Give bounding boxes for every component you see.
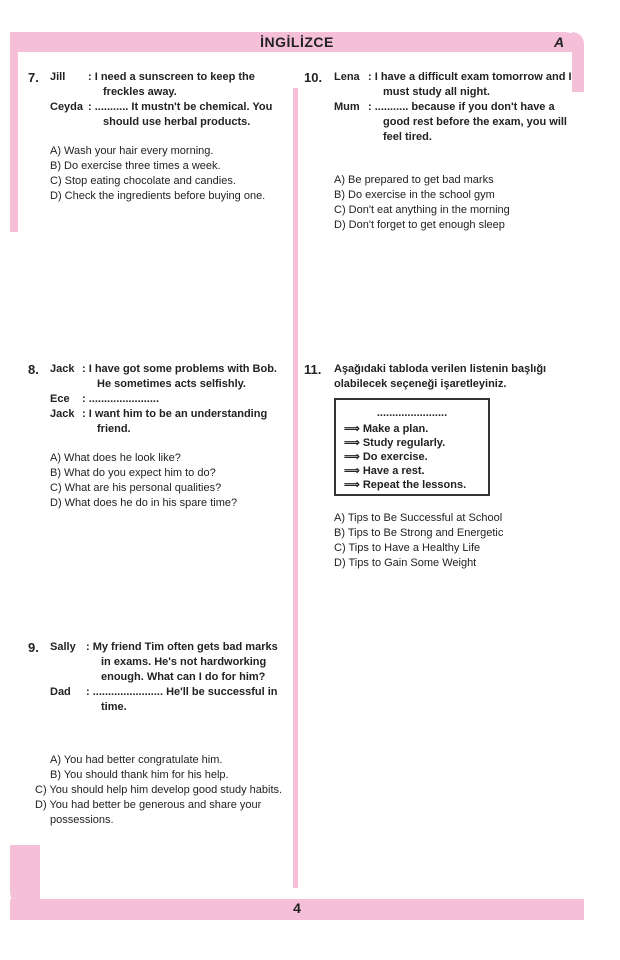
column-divider [293,88,298,888]
option-d[interactable]: D) What does he do in his spare time? [50,497,238,509]
utterance: : I have a difficult exam tomorrow and I must study all night. [368,71,572,98]
option-c[interactable]: C) You should help him develop good study habits. [35,784,283,796]
question-7 [28,70,290,204]
option-d[interactable]: D) Don't forget to get enough sleep [334,219,505,231]
option-d[interactable]: D) You had better be generous and share your possessions. [35,799,262,826]
speaker: Ece [50,393,70,405]
option-a[interactable]: A) Wash your hair every morning. [50,145,214,157]
option-b[interactable]: B) Tips to Be Strong and Energetic [334,527,504,539]
option-d[interactable]: D) Check the ingredients before buying one. [50,190,266,202]
options-list [50,144,290,204]
option-b[interactable]: B) Do exercise three times a week. [50,160,221,172]
left-frame-strip [10,32,18,232]
tips-list-box [334,398,490,496]
speaker: Sally [50,641,76,653]
speaker: Mum [334,101,360,113]
page-number: 4 [293,900,301,916]
speaker: Ceyda [50,101,84,113]
option-c[interactable]: C) Don't eat anything in the morning [334,204,510,216]
option-c[interactable]: C) What are his personal qualities? [50,482,222,494]
question-number: 9. [28,640,39,655]
arrow-icon: ⟹ [344,437,360,449]
arrow-icon: ⟹ [344,465,360,477]
speaker: Jack [50,408,75,420]
options-list [334,511,574,571]
utterance: : I have got some problems with Bob. He sometimes acts selfishly. [82,363,277,390]
option-c[interactable]: C) Stop eating chocolate and candies. [50,175,236,187]
booklet-letter: A [554,34,565,50]
question-9 [28,640,290,828]
option-b[interactable]: B) Do exercise in the school gym [334,189,495,201]
option-a[interactable]: A) Be prepared to get bad marks [334,174,494,186]
option-a[interactable]: A) What does he look like? [50,452,181,464]
arrow-icon: ⟹ [344,479,360,491]
utterance: : ........... It mustn't be chemical. You should use herbal products. [88,101,273,128]
list-item: Have a rest. [362,465,425,477]
option-b[interactable]: B) You should thank him for his help. [50,769,229,781]
utterance: : I need a sunscreen to keep the freckles away. [88,71,255,98]
options-list [50,451,290,511]
question-stem: Aşağıdaki tabloda verilen listenin başlığı olabilecek seçeneği işaretleyiniz. [334,363,547,390]
blank-title: ....................... [376,407,448,419]
option-a[interactable]: A) Tips to Be Successful at School [334,512,503,524]
subject-title: İNGİLİZCE [260,34,334,50]
option-d[interactable]: D) Tips to Gain Some Weight [334,557,477,569]
question-8 [28,362,290,511]
utterance: : I want him to be an understanding friend. [82,408,268,435]
utterance: : My friend Tim often gets bad marks in exams. He's not hardworking enough. What can I do for him? [86,641,278,683]
question-number: 10. [304,70,323,85]
option-c[interactable]: C) Tips to Have a Healthy Life [334,542,481,554]
arrow-icon: ⟹ [344,423,360,435]
option-b[interactable]: B) What do you expect him to do? [50,467,216,479]
option-a[interactable]: A) You had better congratulate him. [50,754,223,766]
question-number: 11. [304,362,322,377]
list-item: Do exercise. [362,451,428,463]
question-number: 7. [28,70,39,85]
list-item: Study regularly. [362,437,446,449]
utterance: : ....................... [82,393,160,405]
speaker: Dad [50,686,71,698]
options-list [35,753,290,828]
question-11 [304,362,574,392]
options-list [334,173,574,233]
list-item: Make a plan. [362,423,429,435]
utterance: : ........... because if you don't have a good rest before the exam, you will feel tired. [368,101,567,143]
arrow-icon: ⟹ [344,451,360,463]
question-number: 8. [28,362,39,377]
speaker: Jack [50,363,75,375]
list-item: Repeat the lessons. [362,479,467,491]
utterance: : ....................... He'll be successful in time. [86,686,278,713]
question-10 [304,70,574,233]
speaker: Lena [334,71,360,83]
speaker: Jill [50,71,66,83]
